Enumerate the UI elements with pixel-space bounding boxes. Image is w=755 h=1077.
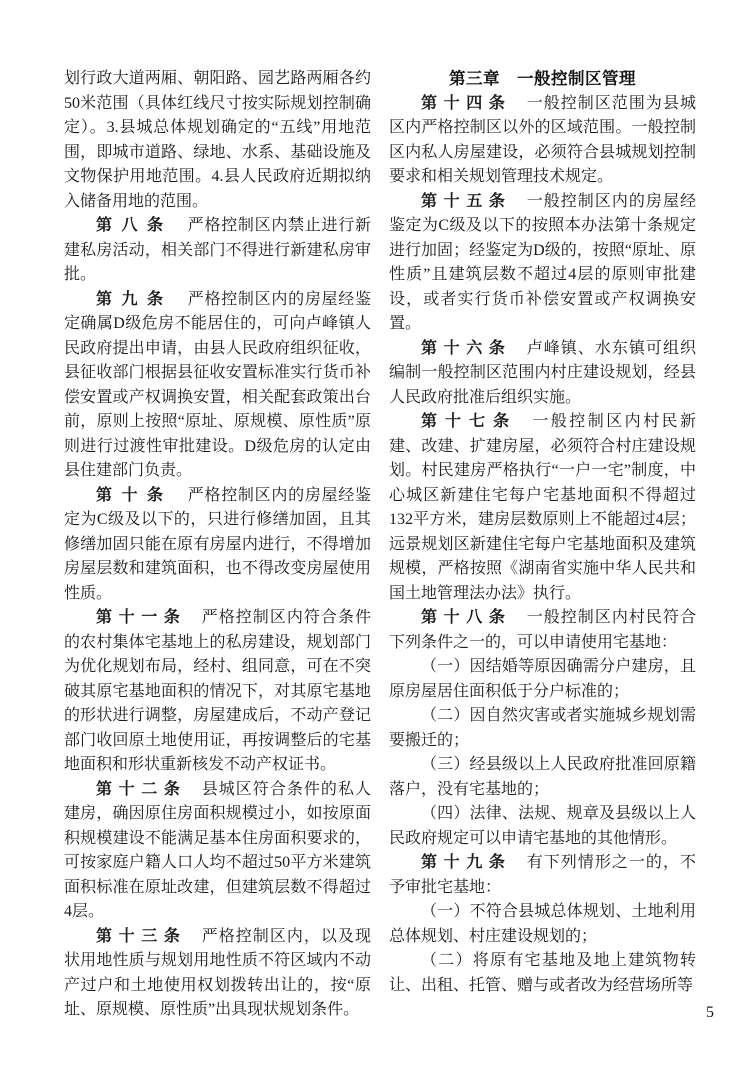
paragraph-text: 划行政大道两厢、朝阳路、园艺路两厢各约50米范围（具体红线尺寸按实际规划控制确定）。3.县城总体规划确定的“五线”用地范围，即城市道路、绿地、水系、基础设施及文物保护用地范围。4.县人民政府近期拟纳入储备用地的范围。 xyxy=(64,70,371,210)
article-paragraph xyxy=(389,410,696,606)
article-paragraph xyxy=(389,606,696,655)
paragraph-text: （二）因自然灾害或者实施城乡规划需要搬迁的； xyxy=(389,707,696,749)
paragraph xyxy=(389,900,696,949)
paragraph-text: （三）经县级以上人民政府批准回原籍落户，没有宅基地的； xyxy=(389,756,696,798)
article-paragraph xyxy=(64,925,371,1023)
paragraph xyxy=(389,655,696,704)
paragraph xyxy=(389,949,696,998)
paragraph-text: 卢峰镇、水东镇可组织编制一般控制区范围内村庄建设规划，经县人民政府批准后组织实施。 xyxy=(389,339,696,406)
article-number: 第十二条 xyxy=(96,780,187,798)
article-paragraph xyxy=(389,337,696,411)
article-number: 第十一条 xyxy=(96,609,187,626)
paragraph-text: 严格控制区内，以及现状用地性质与规划用地性质不符区域内不动产过户和土地使用权划拨转出让的，按“原址、原规模、原性质”出具现状规划条件。 xyxy=(64,927,371,1018)
paragraph-text: 一般控制区内村民新建、改建、扩建房屋，必须符合村庄建设规划。村民建房严格执行“一户一宅”制度，中心城区新建住宅每户宅基地面积不得超过132平方米，建房层数原则上不能超过4层；远景规划区新建住宅每户宅基地面积及建筑规模，严格按照《湖南省实施中华人民共和国土地管理法办法》执行。 xyxy=(389,413,696,602)
article-number: 第十六条 xyxy=(421,339,512,357)
paragraph-text: （一）不符合县城总体规划、土地利用总体规划、村庄建设规划的； xyxy=(389,903,696,945)
paragraph-text: 严格控制区内符合条件的农村集体宅基地上的私房建设，规划部门为优化规划布局，经村、组同意，可在不突破其原宅基地面积的情况下，对其原宅基地的形状进行调整，房屋建成后，不动产登记部门收回原土地使用证，再按调整后的宅基地面积和形状重新核发不动产权证书。 xyxy=(64,609,371,773)
article-number: 第十五条 xyxy=(421,192,512,210)
paragraph-text: 严格控制区内的房屋经鉴定为C级及以下的，只进行修缮加固，且其修缮加固只能在原有房屋内进行，不得增加房屋层数和建筑面积，也不得改变房屋使用性质。 xyxy=(64,486,371,602)
article-paragraph xyxy=(64,778,371,925)
article-number: 第十八条 xyxy=(421,609,512,626)
left-column xyxy=(64,67,371,1023)
article-number: 第八条 xyxy=(96,217,173,234)
article-paragraph xyxy=(64,484,371,607)
paragraph xyxy=(64,67,371,214)
paragraph-text: 县城区符合条件的私人建房，确因原住房面积规模过小，如按原面积规模建设不能满足基本住房面积要求的，可按家庭户籍人口人均不超过50平方米建筑面积标准在原址改建，但建筑层数不得超过4层。 xyxy=(64,780,371,920)
paragraph-text: 一般控制区内的房屋经鉴定为C级及以下的按照本办法第十条规定进行加固；经鉴定为D级的，按照“原址、原性质”且建筑层数不超过4层的原则审批建设，或者实行货币补偿安置或产权调换安置。 xyxy=(389,192,696,332)
page-number: 5 xyxy=(706,1004,714,1021)
paragraph xyxy=(389,802,696,851)
article-number: 第十七条 xyxy=(421,413,518,430)
article-number: 第十九条 xyxy=(421,854,512,871)
article-number: 第十条 xyxy=(96,486,173,504)
article-paragraph xyxy=(64,214,371,288)
paragraph xyxy=(389,704,696,753)
paragraph-text: 一般控制区范围为县城区内严格控制区以外的区域范围。一般控制区内私人房屋建设，必须符合县城规划控制要求和相关规划管理技术规定。 xyxy=(389,94,696,185)
paragraph-text: 严格控制区内禁止进行新建私房活动，相关部门不得进行新建私房审批。 xyxy=(64,217,371,283)
paragraph-text: 有下列情形之一的，不予审批宅基地： xyxy=(389,854,696,896)
article-paragraph xyxy=(64,606,371,778)
paragraph xyxy=(389,753,696,802)
article-paragraph xyxy=(389,92,696,190)
chapter-heading: 第三章 一般控制区管理 xyxy=(449,70,636,88)
right-column-paragraphs xyxy=(389,92,696,999)
article-paragraph xyxy=(64,288,371,484)
article-paragraph xyxy=(389,190,696,337)
paragraph-text: 严格控制区内的房屋经鉴定确属D级危房不能居住的，可向卢峰镇人民政府提出申请，由县人民政府组织征收，县征收部门根据县征收安置标准实行货币补偿安置或产权调换安置，相关配套政策出台前，原则上按照“原址、原规模、原性质”原则进行过渡性审批建设。D级危房的认定由县住建部门负责。 xyxy=(64,290,371,479)
article-number: 第九条 xyxy=(96,290,173,308)
article-number: 第十四条 xyxy=(421,94,512,112)
paragraph-text: 一般控制区内村民符合下列条件之一的，可以申请使用宅基地： xyxy=(389,609,696,651)
article-paragraph xyxy=(389,851,696,900)
paragraph-text: （四）法律、法规、规章及县级以上人民政府规定可以申请宅基地的其他情形。 xyxy=(389,805,696,847)
paragraph-text: （二）将原有宅基地及地上建筑物转让、出租、托管、赠与或者改为经营场所等 xyxy=(389,952,696,994)
right-column xyxy=(389,67,696,998)
article-number: 第十三条 xyxy=(96,927,187,945)
paragraph-text: （一）因结婚等原因确需分户建房，且原房屋居住面积低于分户标准的； xyxy=(389,658,696,700)
